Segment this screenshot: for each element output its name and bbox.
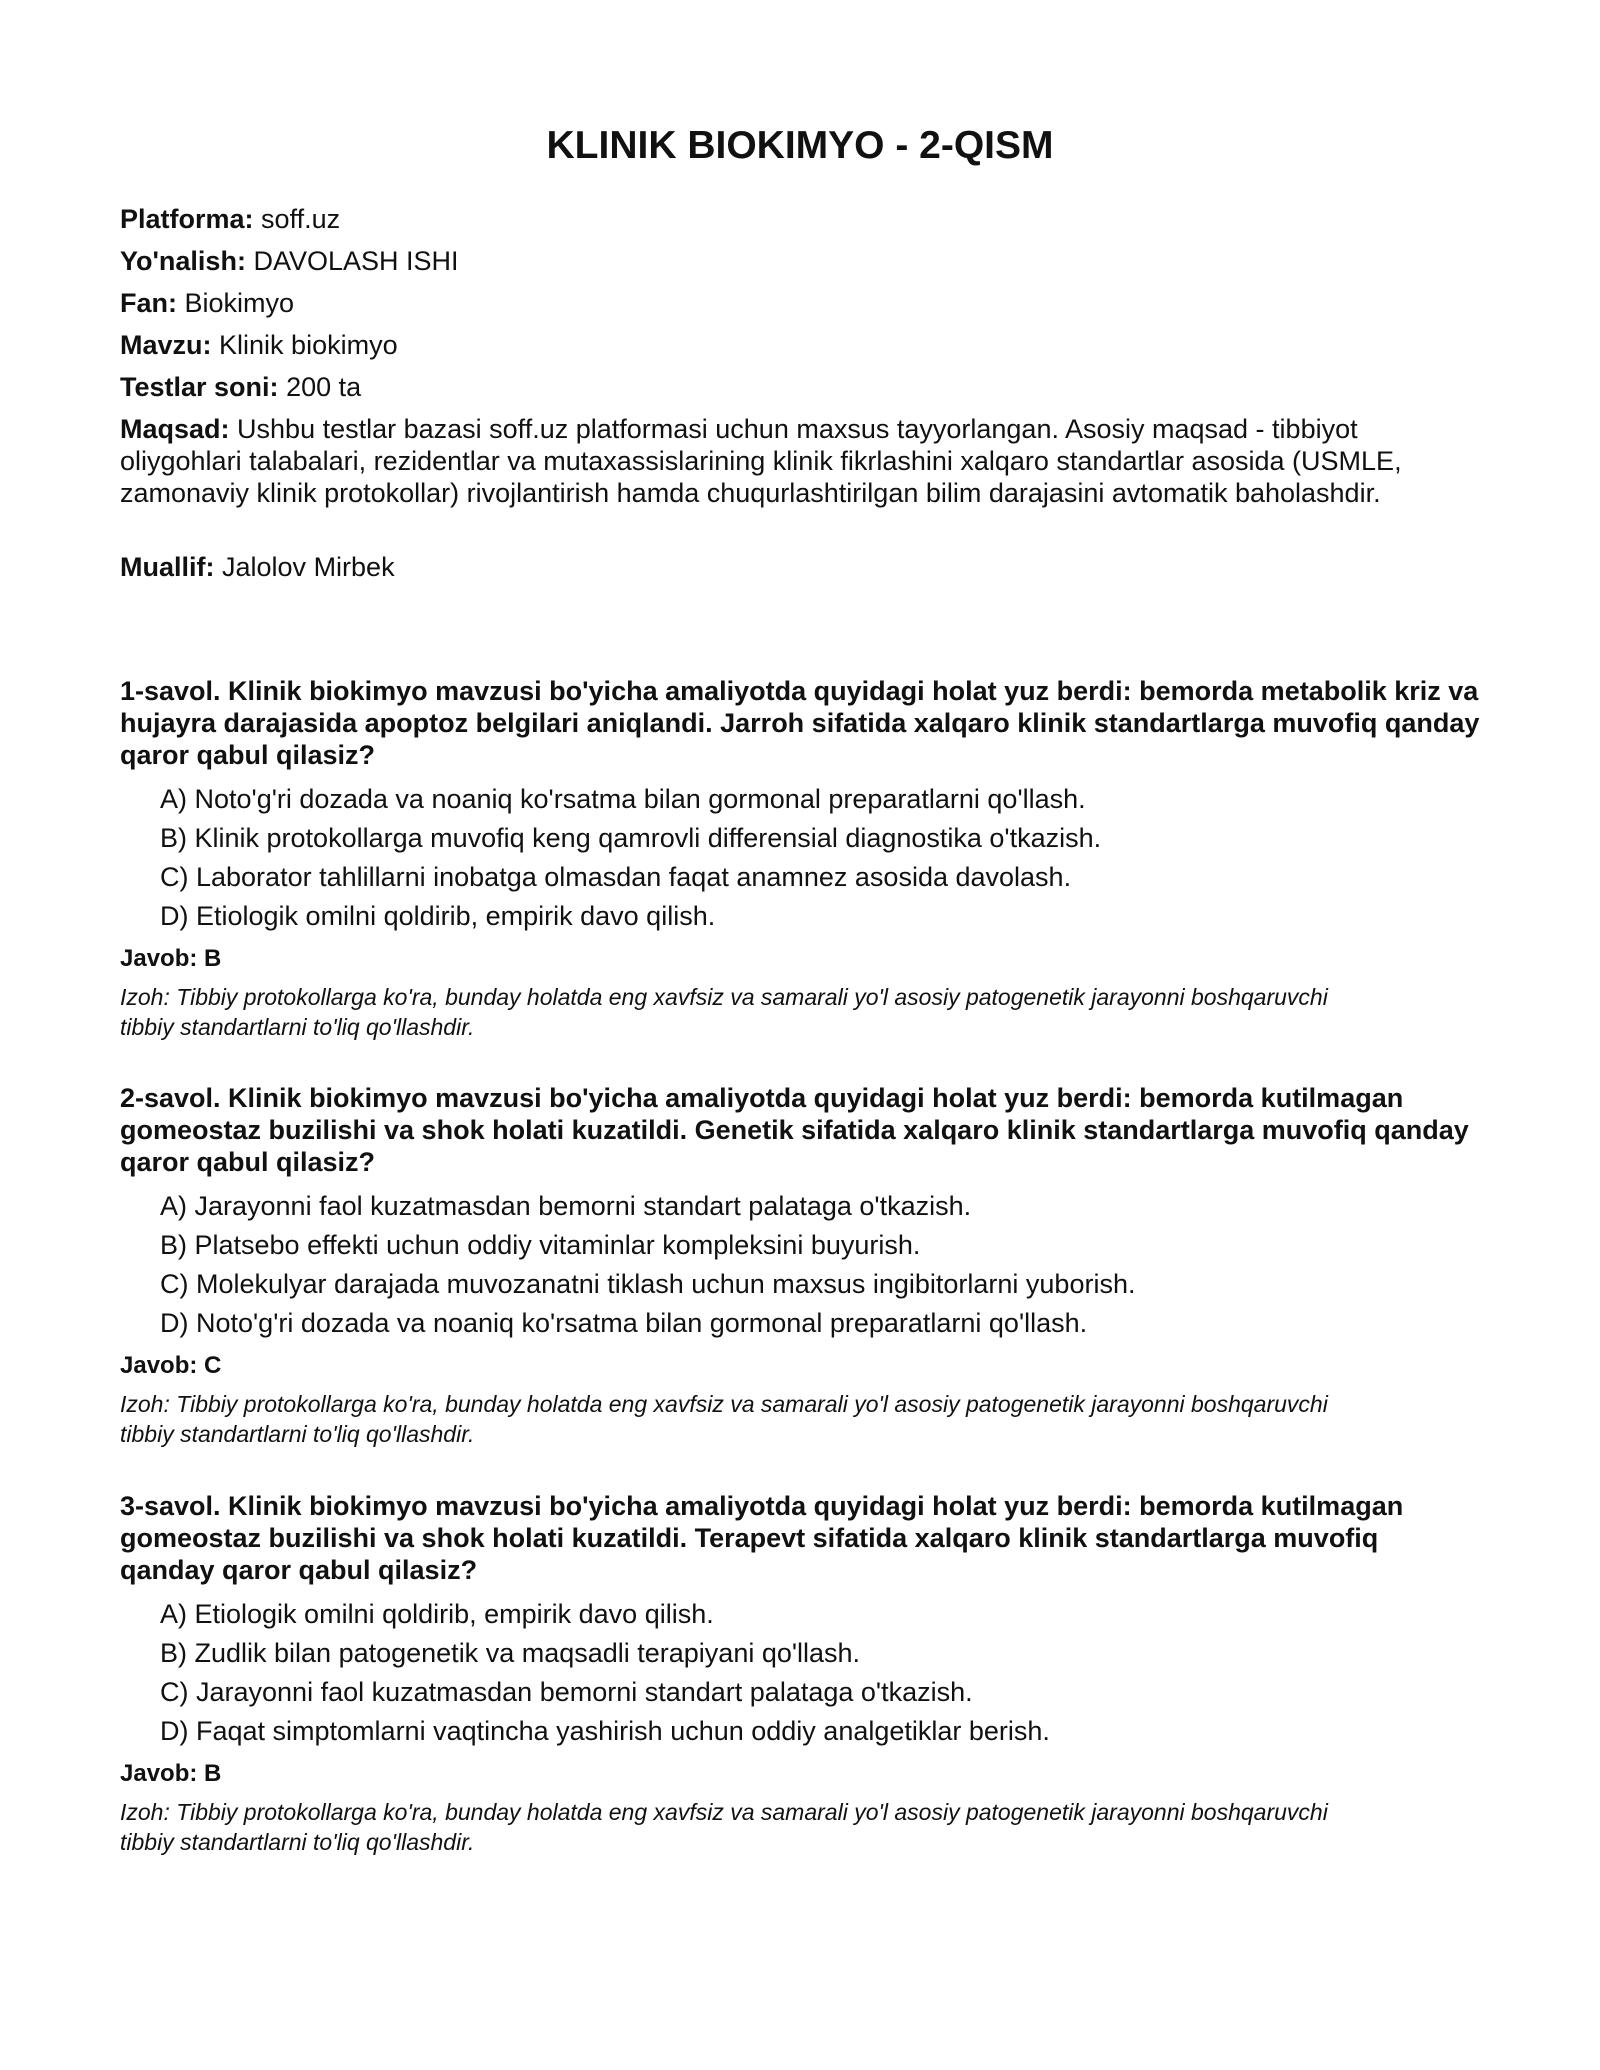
meta-platform-key: Platforma: <box>120 204 254 234</box>
meta-author-key: Muallif: <box>120 552 215 582</box>
option-b: B) Zudlik bilan patogenetik va maqsadli terapiyani qo'llash. <box>160 1638 861 1668</box>
explanation-text: Izoh: Tibbiy protokollarga ko'ra, bunday holatda eng xavfsiz va samarali yo'l asosiy patogenetik jarayonni boshqaruvchi tibbiy standartlarni to'liq qo'llashdir. <box>120 1799 1328 1855</box>
meta-test-count-value: 200 ta <box>286 372 362 402</box>
document-title: KLINIK BIOKIMYO - 2-QISM <box>546 124 1054 167</box>
option-c: C) Jarayonni faol kuzatmasdan bemorni standart palataga o'tkazish. <box>160 1677 973 1707</box>
meta-test-count <box>120 371 1480 403</box>
question-text: 2-savol. Klinik biokimyo mavzusi bo'yicha amaliyotda quyidagi holat yuz berdi: bemorda kutilmagan gomeostaz buzilishi va shok holati kuzatildi. Genetik sifatida xalqaro klinik standartlarga muvofiq qanday qaror qabul qilasiz? <box>120 1083 1469 1177</box>
question-2 <box>120 1082 1480 1449</box>
option-b: B) Platsebo effekti uchun oddiy vitaminlar kompleksini buyurish. <box>160 1230 921 1260</box>
meta-author-value: Jalolov Mirbek <box>222 552 395 582</box>
option-a: A) Noto'g'ri dozada va noaniq ko'rsatma bilan gormonal preparatlarni qo'llash. <box>160 784 1086 814</box>
option-c: C) Molekulyar darajada muvozanatni tiklash uchun maxsus ingibitorlarni yuborish. <box>160 1269 1136 1299</box>
meta-direction-key: Yo'nalish: <box>120 246 246 276</box>
answer-label: Javob: B <box>120 945 222 972</box>
meta-platform-value: soff.uz <box>261 204 341 234</box>
explanation-text: Izoh: Tibbiy protokollarga ko'ra, bunday holatda eng xavfsiz va samarali yo'l asosiy patogenetik jarayonni boshqaruvchi tibbiy standartlarni to'liq qo'llashdir. <box>120 984 1328 1040</box>
question-text: 3-savol. Klinik biokimyo mavzusi bo'yicha amaliyotda quyidagi holat yuz berdi: bemorda kutilmagan gomeostaz buzilishi va shok holati kuzatildi. Terapevt sifatida xalqaro klinik standartlarga muvofiq qanday qaror qabul qilasiz? <box>120 1491 1404 1585</box>
meta-goal-key: Maqsad: <box>120 414 230 444</box>
meta-test-count-key: Testlar soni: <box>120 372 279 402</box>
meta-topic-key: Mavzu: <box>120 330 212 360</box>
meta-platform <box>120 203 1480 235</box>
meta-subject-key: Fan: <box>120 288 177 318</box>
meta-topic <box>120 329 1480 361</box>
meta-direction-value: DAVOLASH ISHI <box>253 246 459 276</box>
explanation-text: Izoh: Tibbiy protokollarga ko'ra, bunday holatda eng xavfsiz va samarali yo'l asosiy patogenetik jarayonni boshqaruvchi tibbiy standartlarni to'liq qo'llashdir. <box>120 1391 1328 1447</box>
meta-goal <box>120 413 1480 509</box>
option-b: B) Klinik protokollarga muvofiq keng qamrovli differensial diagnostika o'tkazish. <box>160 823 1102 853</box>
meta-subject-value: Biokimyo <box>184 288 295 318</box>
option-a: A) Jarayonni faol kuzatmasdan bemorni standart palataga o'tkazish. <box>160 1191 972 1221</box>
option-d: D) Noto'g'ri dozada va noaniq ko'rsatma bilan gormonal preparatlarni qo'llash. <box>160 1308 1088 1338</box>
option-a: A) Etiologik omilni qoldirib, empirik davo qilish. <box>160 1599 714 1629</box>
question-text: 1-savol. Klinik biokimyo mavzusi bo'yicha amaliyotda quyidagi holat yuz berdi: bemorda metabolik kriz va hujayra darajasida apoptoz belgilari aniqlandi. Jarroh sifatida xalqaro klinik standartlarga muvofiq qanday qaror qabul qilasiz? <box>120 676 1480 770</box>
meta-subject <box>120 287 1480 319</box>
meta-goal-value: Ushbu testlar bazasi soff.uz platformasi uchun maxsus tayyorlangan. Asosiy maqsad - tibbiyot oliygohlari talabalari, rezidentlar va mutaxassislarining klinik fikrlashini xalqaro standartlar asosida (USMLE, zamonaviy klinik protokollar) rivojlantirish hamda chuqurlashtirilgan bilim darajasini avtomatik baholashdir. <box>120 414 1402 508</box>
answer-label: Javob: C <box>120 1352 222 1379</box>
answer-label: Javob: B <box>120 1760 222 1787</box>
option-d: D) Faqat simptomlarni vaqtincha yashirish uchun oddiy analgetiklar berish. <box>160 1716 1050 1746</box>
question-1 <box>120 675 1480 1042</box>
meta-author <box>120 551 1480 583</box>
question-3 <box>120 1490 1480 1857</box>
meta-topic-value: Klinik biokimyo <box>219 330 398 360</box>
meta-direction <box>120 245 1480 277</box>
option-d: D) Etiologik omilni qoldirib, empirik davo qilish. <box>160 901 716 931</box>
option-c: C) Laborator tahlillarni inobatga olmasdan faqat anamnez asosida davolash. <box>160 862 1072 892</box>
